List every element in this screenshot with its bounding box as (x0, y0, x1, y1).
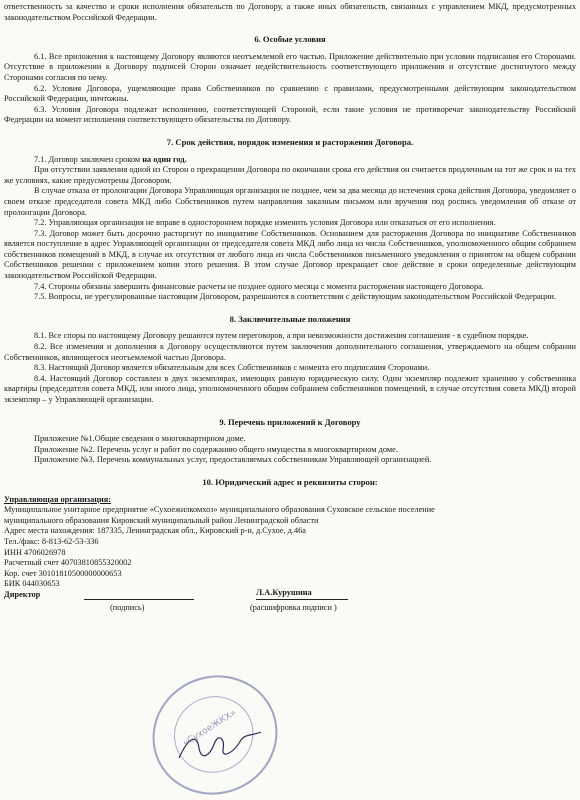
org-corr-account: Кор. счет 30101810500000000653 (4, 568, 122, 578)
clause-8-4: 8.4. Настоящий Договор составлен в двух экземплярах, имеющих равную юридическую силу. Один экземпляр подлежит хранению у собственника квартиры (председателя совета МКД, или иного лица, уполномоченного общим собранием собственников помещений, в случае отсутствия совета МКД) второй экземпляр – у Управляющей организации. (4, 373, 576, 404)
clause-6-1: 6.1. Все приложения к настоящему Договору являются неотъемлемой его частью. Приложение действительно при условии подписания его Сторонами. Отсутствие в приложении к Договору подписей Сторон означает недействительность соответствующего приложения и отсутствие достигнутого между Сторонами согласия по нему. (4, 51, 576, 82)
clause-7-1-refusal: В случае отказа от пролонгации Договора Управляющая организация не позднее, чем за два месяца до истечения срока действия Договора, уведомляет о своем отказе председателя совета МКД либо Собственников путем направления заказным письмом или вручения под роспись уведомления об отказе от пролонгации Договора. (4, 186, 576, 217)
org-name-line: муниципального образования Кировский муниципальный район Ленинградской области (4, 515, 319, 525)
intro-paragraph: ответственность за качество и сроки исполнения обязательств по Договору, а также иных обязательств, связанных с управлением МКД, предусмотренных законодательством Российской Федерации. (4, 2, 576, 22)
clause-7-2: 7.2. Управляющая организация не вправе в одностороннем порядке изменить условия Договора или отказаться от его исполнения. (34, 218, 496, 228)
clause-7-1-prolongation: При отсутствии заявления одной из Сторон о прекращении Договора по окончании срока его действия он считается продленным на тот же срок и на тех же условиях, какие предусмотрены Договором. (4, 165, 576, 185)
org-address: Адрес места нахождения: 187335, Ленинградская обл., Кировский р-н, д.Сухое, д.46а (4, 526, 306, 536)
section-9-title: 9. Перечень приложений к Договору (219, 416, 361, 427)
clause-6-2: 6.2. Условия Договора, ущемляющие права Собственников по сравнению с правилами, предусмотренными действующим законодательством Российской Федерации, ничтожны. (4, 83, 576, 104)
signer-name: Л.А.Курушина (256, 588, 348, 600)
handwritten-signature (175, 728, 265, 768)
clause-8-3: 8.3. Настоящий Договор является обязательным для всех Собственников с момента его подписания Сторонами. (34, 363, 430, 373)
clause-7-1 (4, 155, 576, 166)
stamp-label: «СухоеЖКХ» (181, 708, 239, 749)
section-6-title: 6. Особые условия (254, 34, 326, 45)
decode-caption: (расшифровка подписи ) (250, 602, 337, 612)
clause-6-3: 6.3. Условия Договора подлежат исполнению, соответствующей Стороной, если такие условия не противоречат законодательству Российской Федерации на момент исполнения соответствующего обязательства по Договору. (4, 104, 576, 125)
signature-caption: (подпись) (110, 602, 145, 612)
clause-7-1-text: 7.1. Договор заключен сроком (34, 154, 143, 164)
signature-block (4, 587, 576, 620)
appendix-item: Приложение №2. Перечень услуг и работ по содержанию общего имущества в многоквартирном доме. (34, 444, 398, 454)
clause-7-1-term: на один год. (142, 154, 187, 164)
appendix-item: Приложение №1.Общие сведения о многоквартирном доме. (34, 434, 246, 444)
org-name-line: Муниципальное унитарное предприятие «Сухоежилкомхоз» муниципального образования Суховское сельское поселение (4, 505, 435, 515)
clause-8-2: 8.2. Все изменения и дополнения к Договору осуществляются путем заключения дополнительного соглашения, утверждаемого на общем собрании Собственников, являющегося неотъемлемой частью Договора. (4, 342, 576, 362)
org-bik: БИК 044030653 (4, 579, 60, 589)
clause-8-1: 8.1. Все споры по настоящему Договору решаются путем переговоров, а при невозможности достижения соглашения - в судебном порядке. (34, 331, 529, 341)
clause-7-4: 7.4. Стороны обязаны завершить финансовые расчеты не позднее одного месяца с момента расторжения настоящего Договора. (34, 281, 484, 291)
section-10-title: 10. Юридический адрес и реквизиты сторон: (202, 476, 378, 487)
signature-line (84, 599, 194, 600)
org-inn: ИНН 4706026978 (4, 547, 66, 557)
appendix-item: Приложение №3. Перечень коммунальных услуг, предоставляемых собственникам Управляющей организацией. (34, 455, 432, 465)
org-phone: Тел./факс: 8-813-62-53-336 (4, 536, 99, 546)
section-8-title: 8. Заключительные положения (229, 313, 351, 324)
clause-7-5: 7.5. Вопросы, не урегулированные настоящим Договором, разрешаются в соответствии с действующим законодательством Российской Федерации. (34, 292, 557, 302)
section-7-title: 7. Срок действия, порядок изменения и расторжения Договора. (166, 136, 414, 147)
clause-7-3: 7.3. Договор может быть досрочно расторгнут по инициативе Собственников. Основанием для расторжения Договора по инициативе Собственников является поступление в адрес Управляющей организации от председателя совета МКД либо лица из числа Собственников, уполномоченного общим собранием собственников помещений в МКД, в случае их отсутствия от любого лица из числа Собственников письменного уведомления о принятом на общем собрании Собственников решении с приложением копии этого решения. В этом случае Договор прекращает свое действие в сроки определенные действующим законодательством Российской Федерации. (4, 228, 576, 281)
document-body (4, 2, 576, 620)
org-heading: Управляющая организация: (4, 494, 112, 504)
director-title: Директор (4, 589, 41, 599)
org-account: Расчетный счет 40703810855320002 (4, 558, 132, 568)
